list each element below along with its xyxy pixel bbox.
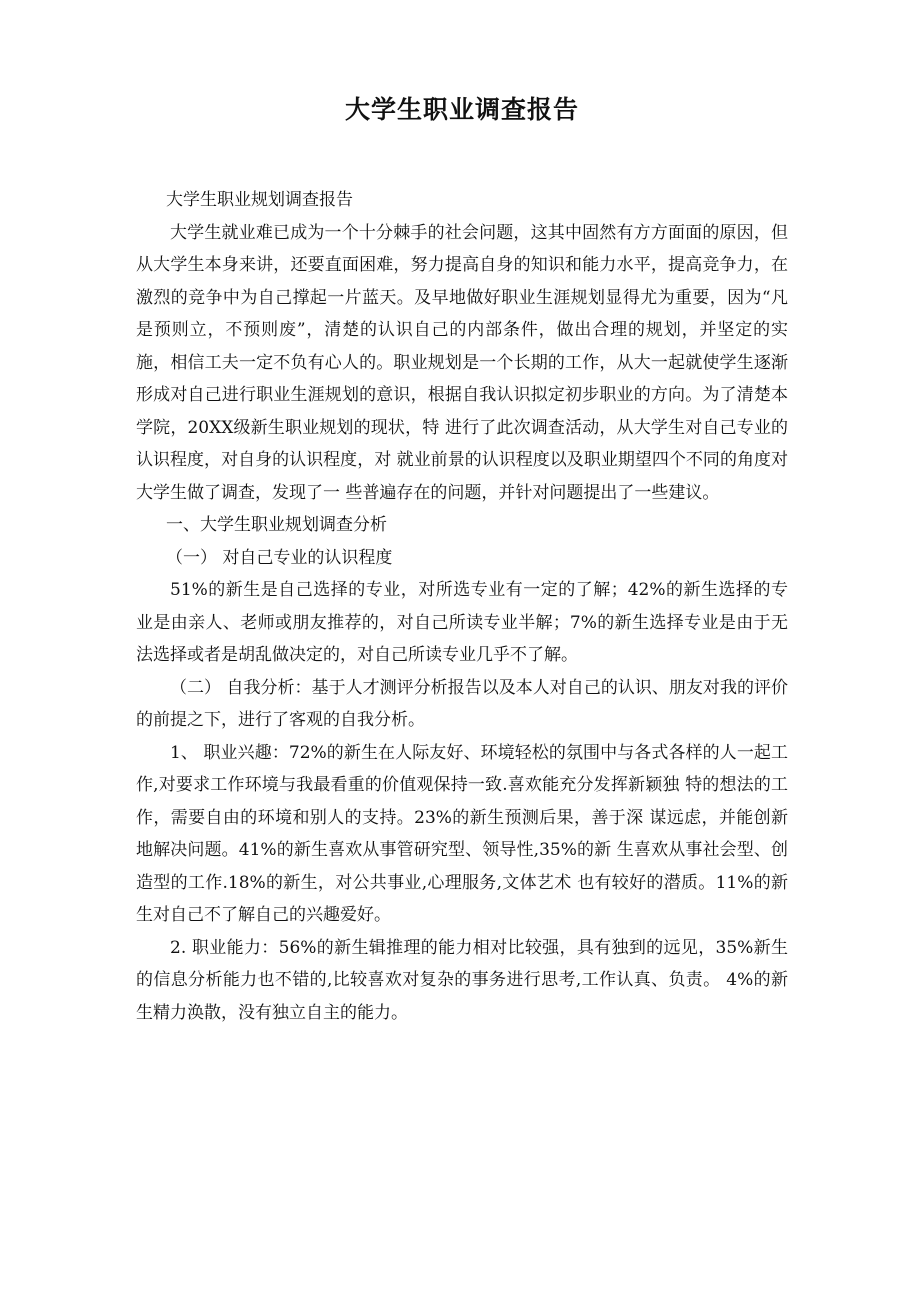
paragraph-major-awareness: 51%的新生是自己选择的专业，对所选专业有一定的了解；42%的新生选择的专业是由亲人、老师或朋友推荐的，对自己所读专业半解；7%的新生选择专业是由于无法选择或者是胡乱做决定的，对自己所读专业几乎不了解。 [136,580,788,665]
subsection-heading-major-awareness: （一） 对自己专业的认识程度 [166,547,393,568]
paragraph-subtitle: 大学生职业规划调查报告 [166,190,353,210]
paragraph-intro: 大学生就业难已成为一个十分棘手的社会问题，这其中固然有方方面面的原因，但从大学生本身来讲，还要直面困难，努力提高自身的知识和能力水平，提高竞争力，在激烈的竞争中为自己撑起一片蓝天。及早地做好职业生涯规划显得尤为重要，因为“凡是预则立，不预则废”，清楚的认识自己的内部条件，做出合理的规划，并坚定的实施，相信工夫一定不负有心人的。职业规划是一个长期的工作，从大一起就使学生逐渐形成对自己进行职业生涯规划的意识，根据自我认识拟定初步职业的方向。为了清楚本学院，20XX级新生职业规划的现状，特 进行了此次调查活动，从大学生对自己专业的认识程度，对自身的认识程度，对 就业前景的认识程度以及职业期望四个不同的角度对大学生做了调查，发现了一 些普遍存在的问题，并针对问题提出了一些建议。 [136,222,788,503]
paragraph-self-analysis: （二） 自我分析：基于人才测评分析报告以及本人对自己的认识、朋友对我的评价的前提之下，进行了客观的自我分析。 [136,677,788,730]
section-heading-analysis: 一、大学生职业规划调查分析 [166,515,387,535]
paragraph-career-interest: 1、 职业兴趣：72%的新生在人际友好、环境轻松的氛围中与各式各样的人一起工作,对要求工作环境与我最看重的价值观保持一致.喜欢能充分发挥新颖独 特的想法的工作，需要自由的环境和别人的支持。23%的新生预测后果，善于深 谋远虑，并能创新地解决问题。41%的新生喜欢从事管研究型、领导性,35%的新 生喜欢从事社会型、创造型的工作.18%的新生，对公共事业,心理服务,文体艺术 也有较好的潜质。11%的新生对自己不了解自己的兴趣爱好。 [136,742,788,925]
paragraph-career-ability: 2. 职业能力：56%的新生辑推理的能力相对比较强，具有独到的远见，35%新生的信息分析能力也不错的,比较喜欢对复杂的事务进行思考,工作认真、负责。 4%的新生精力涣散，没有独立自主的能力。 [136,937,788,1023]
document-title: 大学生职业调查报告 [344,95,579,124]
